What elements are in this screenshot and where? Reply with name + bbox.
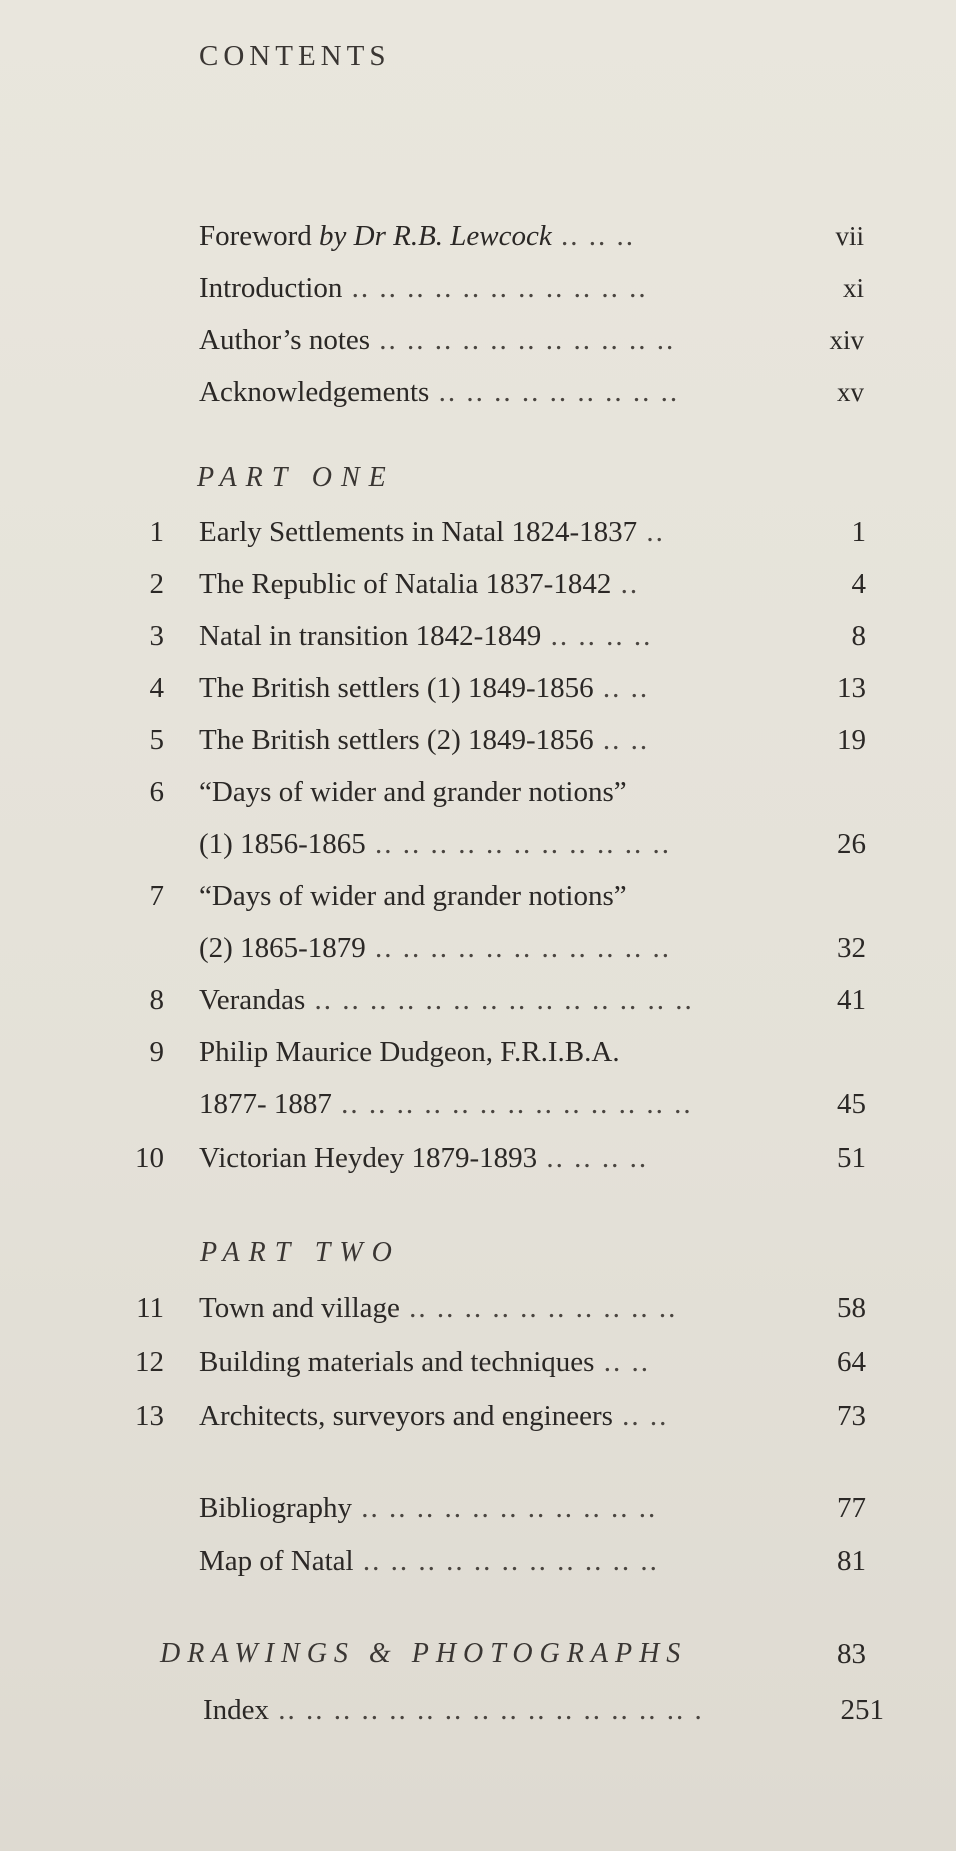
dot-leader: .. .. .. .. .. .. .. .. .. .. .. bbox=[365, 828, 671, 860]
dot-leader: .. .. .. .. bbox=[541, 620, 653, 652]
toc-entry-authors-notes[interactable] bbox=[0, 320, 956, 360]
chapter-number: 3 bbox=[149, 620, 164, 652]
chapter-number: 10 bbox=[135, 1142, 164, 1174]
dot-leader: .. .. .. .. .. .. .. .. .. .. .. bbox=[352, 1492, 658, 1524]
chapter-number: 2 bbox=[149, 568, 164, 600]
chapter-number: 9 bbox=[149, 1036, 164, 1068]
toc-entry-chapter-9-cont[interactable] bbox=[0, 1084, 956, 1124]
dot-leader: .. .. .. .. bbox=[537, 1142, 649, 1174]
toc-entry-index[interactable] bbox=[0, 1690, 956, 1730]
dot-leader: .. .. .. .. .. .. .. .. .. .. .. bbox=[365, 932, 671, 964]
chapter-number: 4 bbox=[149, 672, 164, 704]
toc-entry-acknowledgements[interactable] bbox=[0, 372, 956, 412]
toc-entry-chapter-9[interactable] bbox=[0, 1032, 956, 1072]
page-number: 81 bbox=[837, 1545, 866, 1577]
page-number: xi bbox=[842, 273, 864, 303]
toc-entry-chapter-7[interactable] bbox=[0, 876, 956, 916]
entry-title: The British settlers (1) 1849-1856 bbox=[199, 672, 594, 704]
toc-entry-chapter-7-cont[interactable] bbox=[0, 928, 956, 968]
page-number: 13 bbox=[837, 672, 866, 704]
toc-entry-chapter-10[interactable] bbox=[0, 1138, 956, 1178]
dot-leader: .. .. .. .. .. .. .. .. .. .. .. bbox=[353, 1545, 659, 1577]
entry-title: The British settlers (2) 1849-1856 bbox=[199, 724, 594, 756]
entry-title: Town and village bbox=[199, 1292, 400, 1324]
page-number: 58 bbox=[837, 1292, 866, 1324]
entry-title: (2) 1865-1879 bbox=[199, 932, 366, 964]
dot-leader: .. .. .. .. .. .. .. .. .. .. .. .. .. .. bbox=[305, 984, 694, 1016]
toc-entry-chapter-5[interactable] bbox=[0, 720, 956, 760]
page-number: 73 bbox=[837, 1400, 866, 1432]
page-number: 8 bbox=[851, 620, 866, 652]
entry-title: Architects, surveyors and engineers bbox=[199, 1400, 613, 1432]
page-number: 26 bbox=[837, 828, 866, 860]
entry-title: Victorian Heydey 1879-1893 bbox=[199, 1142, 538, 1174]
page-number: xiv bbox=[829, 325, 864, 355]
chapter-number: 8 bbox=[149, 984, 164, 1016]
page-number: 251 bbox=[840, 1694, 884, 1726]
entry-title: 1877- 1887 bbox=[199, 1088, 332, 1120]
entry-title: Natal in transition 1842-1849 bbox=[199, 620, 542, 652]
entry-title: (1) 1856-1865 bbox=[199, 828, 366, 860]
entry-title: Map of Natal bbox=[199, 1545, 354, 1577]
toc-entry-drawings-photographs[interactable] bbox=[0, 1634, 956, 1674]
dot-leader: .. .. .. .. .. .. .. .. .. .. bbox=[399, 1292, 678, 1324]
entry-title: Bibliography bbox=[199, 1492, 353, 1524]
page-number: 45 bbox=[837, 1088, 866, 1120]
dot-leader: .. .. bbox=[593, 672, 650, 704]
dot-leader: .. .. .. .. .. .. .. .. .. .. .. bbox=[370, 324, 676, 356]
drawings-heading: DRAWINGS & PHOTOGRAPHS bbox=[160, 1638, 688, 1669]
toc-entry-map-of-natal[interactable] bbox=[0, 1541, 956, 1581]
toc-entry-chapter-1[interactable] bbox=[0, 512, 956, 552]
dot-leader: .. .. .. bbox=[551, 220, 636, 252]
entry-title: Index bbox=[203, 1694, 270, 1726]
toc-entry-chapter-6[interactable] bbox=[0, 772, 956, 812]
entry-title: “Days of wider and grander notions” bbox=[199, 776, 627, 808]
contents-heading: CONTENTS bbox=[199, 40, 391, 72]
entry-title: Foreword bbox=[199, 220, 312, 252]
chapter-number: 13 bbox=[135, 1400, 164, 1432]
dot-leader: .. .. .. .. .. .. .. .. .. bbox=[429, 376, 680, 408]
dot-leader: .. .. .. .. .. .. .. .. .. .. .. .. .. .. .. . bbox=[269, 1694, 704, 1726]
entry-title: The Republic of Natalia 1837-1842 bbox=[199, 568, 612, 600]
toc-entry-chapter-2[interactable] bbox=[0, 564, 956, 604]
page-number: vii bbox=[835, 221, 864, 251]
toc-entry-chapter-6-cont[interactable] bbox=[0, 824, 956, 864]
page-number: 77 bbox=[837, 1492, 866, 1524]
entry-byline: by Dr R.B. Lewcock bbox=[311, 220, 552, 252]
page-number: 83 bbox=[837, 1638, 866, 1670]
chapter-number: 7 bbox=[149, 880, 164, 912]
chapter-number: 6 bbox=[149, 776, 164, 808]
dot-leader: .. .. bbox=[594, 1346, 650, 1378]
toc-entry-bibliography[interactable] bbox=[0, 1488, 956, 1528]
toc-entry-chapter-11[interactable] bbox=[0, 1288, 956, 1328]
part-two-heading: PART TWO bbox=[200, 1237, 401, 1268]
entry-title: Building materials and techniques bbox=[199, 1346, 595, 1378]
dot-leader: .. .. .. .. .. .. .. .. .. .. .. bbox=[342, 272, 648, 304]
page-number: 32 bbox=[837, 932, 866, 964]
chapter-number: 11 bbox=[136, 1292, 164, 1324]
dot-leader: .. bbox=[637, 516, 665, 548]
toc-entry-chapter-4[interactable] bbox=[0, 668, 956, 708]
page-number: 4 bbox=[851, 568, 866, 600]
chapter-number: 12 bbox=[135, 1346, 164, 1378]
chapter-number: 1 bbox=[149, 516, 164, 548]
entry-title: Author’s notes bbox=[199, 324, 371, 356]
page-number: 1 bbox=[851, 516, 866, 548]
page-number: 41 bbox=[837, 984, 866, 1016]
page-number: 64 bbox=[837, 1346, 866, 1378]
toc-entry-introduction[interactable] bbox=[0, 268, 956, 308]
entry-title: Early Settlements in Natal 1824-1837 bbox=[199, 516, 638, 548]
entry-title: Acknowledgements bbox=[199, 376, 430, 408]
dot-leader: .. bbox=[611, 568, 640, 600]
toc-entry-foreword[interactable] bbox=[0, 216, 956, 256]
toc-entry-chapter-12[interactable] bbox=[0, 1342, 956, 1382]
dot-leader: .. .. bbox=[612, 1400, 669, 1432]
chapter-number: 5 bbox=[149, 724, 164, 756]
entry-title: Philip Maurice Dudgeon, F.R.I.B.A. bbox=[199, 1036, 620, 1068]
page-number: 19 bbox=[837, 724, 866, 756]
dot-leader: .. .. bbox=[593, 724, 650, 756]
page-number: 51 bbox=[837, 1142, 866, 1174]
entry-title: Introduction bbox=[199, 272, 343, 304]
entry-title: “Days of wider and grander notions” bbox=[199, 880, 627, 912]
toc-entry-chapter-8[interactable] bbox=[0, 980, 956, 1020]
toc-entry-chapter-13[interactable] bbox=[0, 1396, 956, 1436]
part-one-heading: PART ONE bbox=[197, 462, 395, 493]
entry-title: Verandas bbox=[199, 984, 306, 1016]
page-number: xv bbox=[837, 377, 864, 407]
dot-leader: .. .. .. .. .. .. .. .. .. .. .. .. .. bbox=[331, 1088, 693, 1120]
toc-entry-chapter-3[interactable] bbox=[0, 616, 956, 656]
